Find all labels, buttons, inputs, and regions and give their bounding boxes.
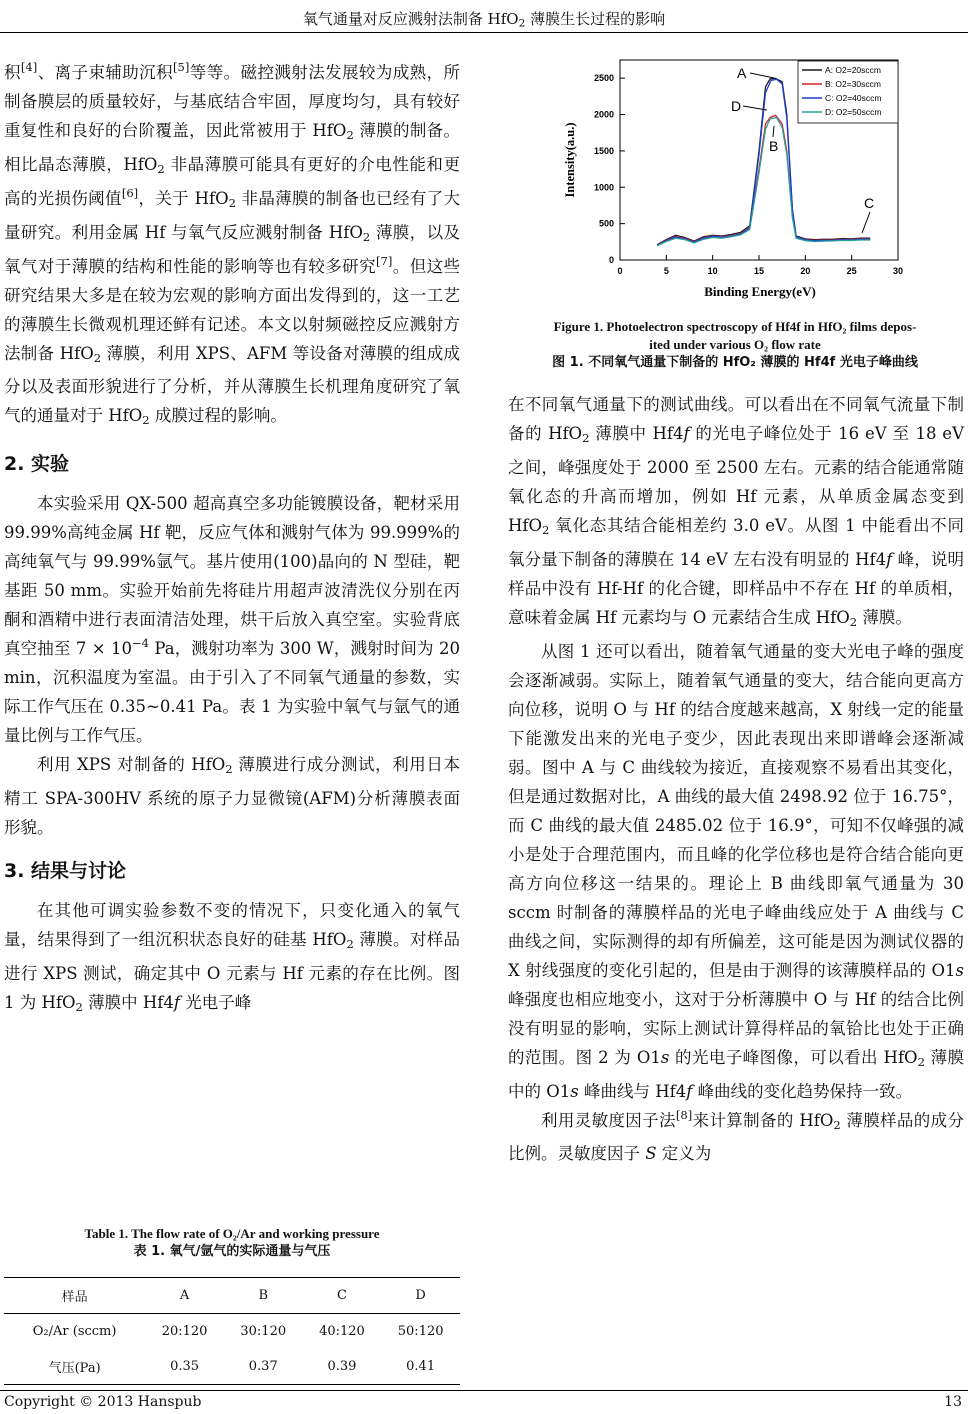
series-line-b — [657, 115, 870, 245]
paragraph: 在其他可调实验参数不变的情况下，只变化通入的氧气量，结果得到了一组沉积状态良好的硅基 HfO$_2$ 薄膜。对样品进行 XPS 测试，确定其中 O 元素与 Hf 元素的存在比例。图 1 为 HfO$_2$ 薄膜中 Hf4f 光电子峰 — [4, 901, 460, 1014]
figure-caption-zh: 图 1. 不同氧气通量下制备的 HfO₂ 薄膜的 Hf4f 光电子峰曲线 — [552, 355, 918, 370]
figure-caption-en-line1: Figure 1. Photoelectron spectroscopy of Hf4f in HfO₂ films depos- — [553, 319, 917, 334]
point-label-a: A — [737, 65, 747, 81]
arrow-c — [862, 212, 870, 233]
x-tick-label: 10 — [707, 266, 718, 276]
y-tick-label: 1500 — [593, 145, 614, 156]
table-1 — [4, 1225, 460, 1385]
table-cell: 40:120 — [319, 1324, 365, 1339]
point-label-d: D — [731, 98, 742, 114]
table-cell: 50:120 — [397, 1324, 444, 1339]
header-rule — [0, 32, 968, 33]
figure-1 — [510, 48, 964, 314]
x-tick-label: 0 — [617, 266, 623, 276]
table-caption-en: Table 1. The flow rate of O₂/Ar and working pressure — [84, 1226, 380, 1241]
table-cell: 0.37 — [248, 1359, 278, 1374]
table-cell: 20:120 — [161, 1324, 208, 1339]
x-tick-label: 30 — [892, 266, 904, 276]
point-label-b: B — [769, 138, 779, 154]
footer-page-number: 13 — [944, 1394, 962, 1410]
x-tick-label: 20 — [800, 266, 811, 276]
header-title-post: 薄膜生长过程的影响 — [525, 10, 666, 28]
table-header-cell: D — [415, 1288, 426, 1303]
paragraph: 利用 XPS 对制备的 HfO$_2$ 薄膜进行成分测试，利用日本精工 SPA-300HV 系统的原子力显微镜(AFM)分析薄膜表面形貌。 — [4, 755, 460, 838]
table-header-row — [4, 1278, 460, 1314]
section-heading-experiment: 2. 实验 — [4, 453, 70, 476]
y-tick-label: 0 — [608, 255, 614, 265]
table-cell: O₂/Ar (sccm) — [32, 1324, 117, 1339]
footer-copyright: Copyright © 2013 Hanspub — [4, 1394, 202, 1410]
y-axis-label: Intensity(a.u.) — [563, 122, 577, 198]
running-header — [0, 8, 968, 30]
table-header-cell: A — [179, 1288, 190, 1303]
table-header-cell: C — [336, 1288, 347, 1303]
right-column — [508, 390, 964, 1168]
table-header-cell: 样品 — [61, 1290, 88, 1305]
y-tick-label: 2000 — [593, 109, 614, 120]
arrow-b — [773, 126, 774, 137]
x-axis-label: Binding Energy(eV) — [704, 284, 816, 299]
header-title-sub: 2 — [518, 17, 526, 30]
left-column — [4, 58, 460, 1022]
paragraph: 从图 1 还可以看出，随着氧气通量的变大光电子峰的强度会逐渐减弱。实际上，随着氧气通量的变大，结合能向更高方向位移，说明 O 与 Hf 的结合度越来越高，X 射线一定的能量下能激发出来的光电子变少，因此表现出来即谱峰会逐渐减弱。图中 A 与 C 曲线较为接近，直接观察不易看出其变化，但是通过数据对比，A 曲线的最大值 2498.92 位于 16.75°，而 C 曲线的最大值 2485.02 位于 16.9°，可知不仅峰强的减小是处于合理范围内，而且峰的化学位移也是符合结合能向更高方向位移这一结果的。理论上 B 曲线即氧气通量为 30 sccm 时制备的薄膜样品的光电子峰曲线应处于 A 曲线与 C 曲线之间，实际测得的却有所偏差，这可能是因为测试仪器的 X 射线强度的变化引起的，但是由于测得的该薄膜样品的 O1s 峰强度也相应地变小，这对于分析薄膜中 O 与 Hf 的结合比例没有明显的影响，实际上测试计算得样品的氧铪比也处于正确的范围。图 2 为 O1s 的光电子峰图像，可以看出 HfO$_2$ 薄膜中的 O1s 峰曲线与 Hf4f 峰曲线的变化趋势保持一致。 — [508, 641, 965, 1101]
xps-chart — [510, 48, 964, 310]
x-tick-label: 5 — [663, 266, 669, 276]
flow-table — [4, 1277, 460, 1385]
point-label-c: C — [864, 195, 875, 211]
y-tick-label: 2500 — [593, 73, 614, 84]
y-tick-label: 500 — [598, 218, 614, 229]
figure-caption-en-line2: ited under various O₂ flow rate — [649, 337, 821, 352]
paragraph: 积[4]、离子束辅助沉积[5]等等。磁控溅射法发展较为成熟，所制备膜层的质量较好，与基底结合牢固，厚度均匀，具有较好重复性和良好的台阶覆盖，因此常被用于 HfO$_2$ 薄膜的制备。相比晶态薄膜，HfO$_2$ 非晶薄膜可能具有更好的介电性能和更高的光损伤阈值[6]，关于 HfO$_2$ 非晶薄膜的制备也已经有了大量研究。利用金属 Hf 与氧气反应溅射制备 HfO$_2$ 薄膜，以及氧气对于薄膜的结构和性能的影响等也有较多研究[7]。但这些研究结果大多是在较为宏观的影响方面出发得到的，这一工艺的薄膜生长微观机理还鲜有记述。本文以射频磁控反应溅射方法制备 HfO$_2$ 薄膜，利用 XPS、AFM 等设备对薄膜的组成成分以及表面形貌进行了分析，并从薄膜生长机理角度研究了氧气的通量对于 HfO$_2$ 成膜过程的影响。 — [4, 60, 461, 428]
legend-label: A: O2=20sccm — [825, 65, 881, 75]
paragraph: 利用灵敏度因子法[8]来计算制备的 HfO$_2$ 薄膜样品的成分比例。灵敏度因子 S 定义为 — [508, 1107, 964, 1164]
table-cell: 0.35 — [170, 1359, 200, 1374]
table-cell: 30:120 — [240, 1324, 287, 1339]
paragraph: 在不同氧气通量下的测试曲线。可以看出在不同氧气流量下制备的 HfO$_2$ 薄膜中 Hf4f 的光电子峰位处于 16 eV 至 18 eV 之间，峰强度处于 2000 至 2500 左右。元素的结合能通常随氧化态的升高而增加，例如 Hf 元素，从单质金属态变到 HfO$_2$ 氧化态其结合能相差约 3.0 eV。从图 1 中能看出不同氧分量下制备的薄膜在 14 eV 左右没有明显的 Hf4f 峰，说明样品中没有 Hf-Hf 的化合键，即样品中不存在 Hf 的单质相，意味着金属 Hf 元素均与 O 元素结合生成 HfO$_2$ 薄膜。 — [508, 395, 964, 629]
legend-label: D: O2=50sccm — [825, 107, 882, 117]
legend-label: B: O2=30sccm — [825, 79, 881, 89]
table-cell: 0.41 — [406, 1359, 436, 1374]
table-row — [4, 1314, 460, 1350]
footer-rule — [0, 1390, 968, 1391]
legend-label: C: O2=40sccm — [825, 93, 882, 103]
arrow-a — [750, 73, 774, 78]
table-cell: 0.39 — [327, 1359, 357, 1374]
section-heading-results: 3. 结果与讨论 — [4, 860, 127, 883]
x-tick-label: 25 — [846, 266, 857, 276]
table-caption-zh: 表 1. 氧气/氩气的实际通量与气压 — [133, 1244, 331, 1259]
paragraph: 本实验采用 QX-500 超高真空多功能镀膜设备，靶材采用 99.99%高纯金属 Hf 靶，反应气体和溅射气体为 99.999%的高纯氧气与 99.99%氩气。基片使用(100)晶向的 N 型硅，靶基距 50 mm。实验开始前先将硅片用超声波清洗仪分别在丙酮和酒精中进行表面清洁处理，烘干后放入真空室。实验背底真空抽至 $7 \times 10^{-4}$ Pa，溅射功率为 300 W，溅射时间为 20 min，沉积温度为室温。由于引入了不同氧气通量的参数，实际工作气压在 0.35~0.41 Pa。表 1 为实验中氧气与氩气的通量比例与工作气压。 — [4, 494, 460, 746]
header-title: 氧气通量对反应溅射法制备 HfO — [302, 10, 519, 28]
y-tick-label: 1000 — [593, 182, 614, 193]
table-header-cell: B — [258, 1288, 269, 1303]
x-tick-label: 15 — [753, 266, 765, 276]
figure-caption — [505, 318, 965, 372]
table-cell: 气压(Pa) — [48, 1361, 101, 1376]
table-row — [4, 1349, 460, 1385]
